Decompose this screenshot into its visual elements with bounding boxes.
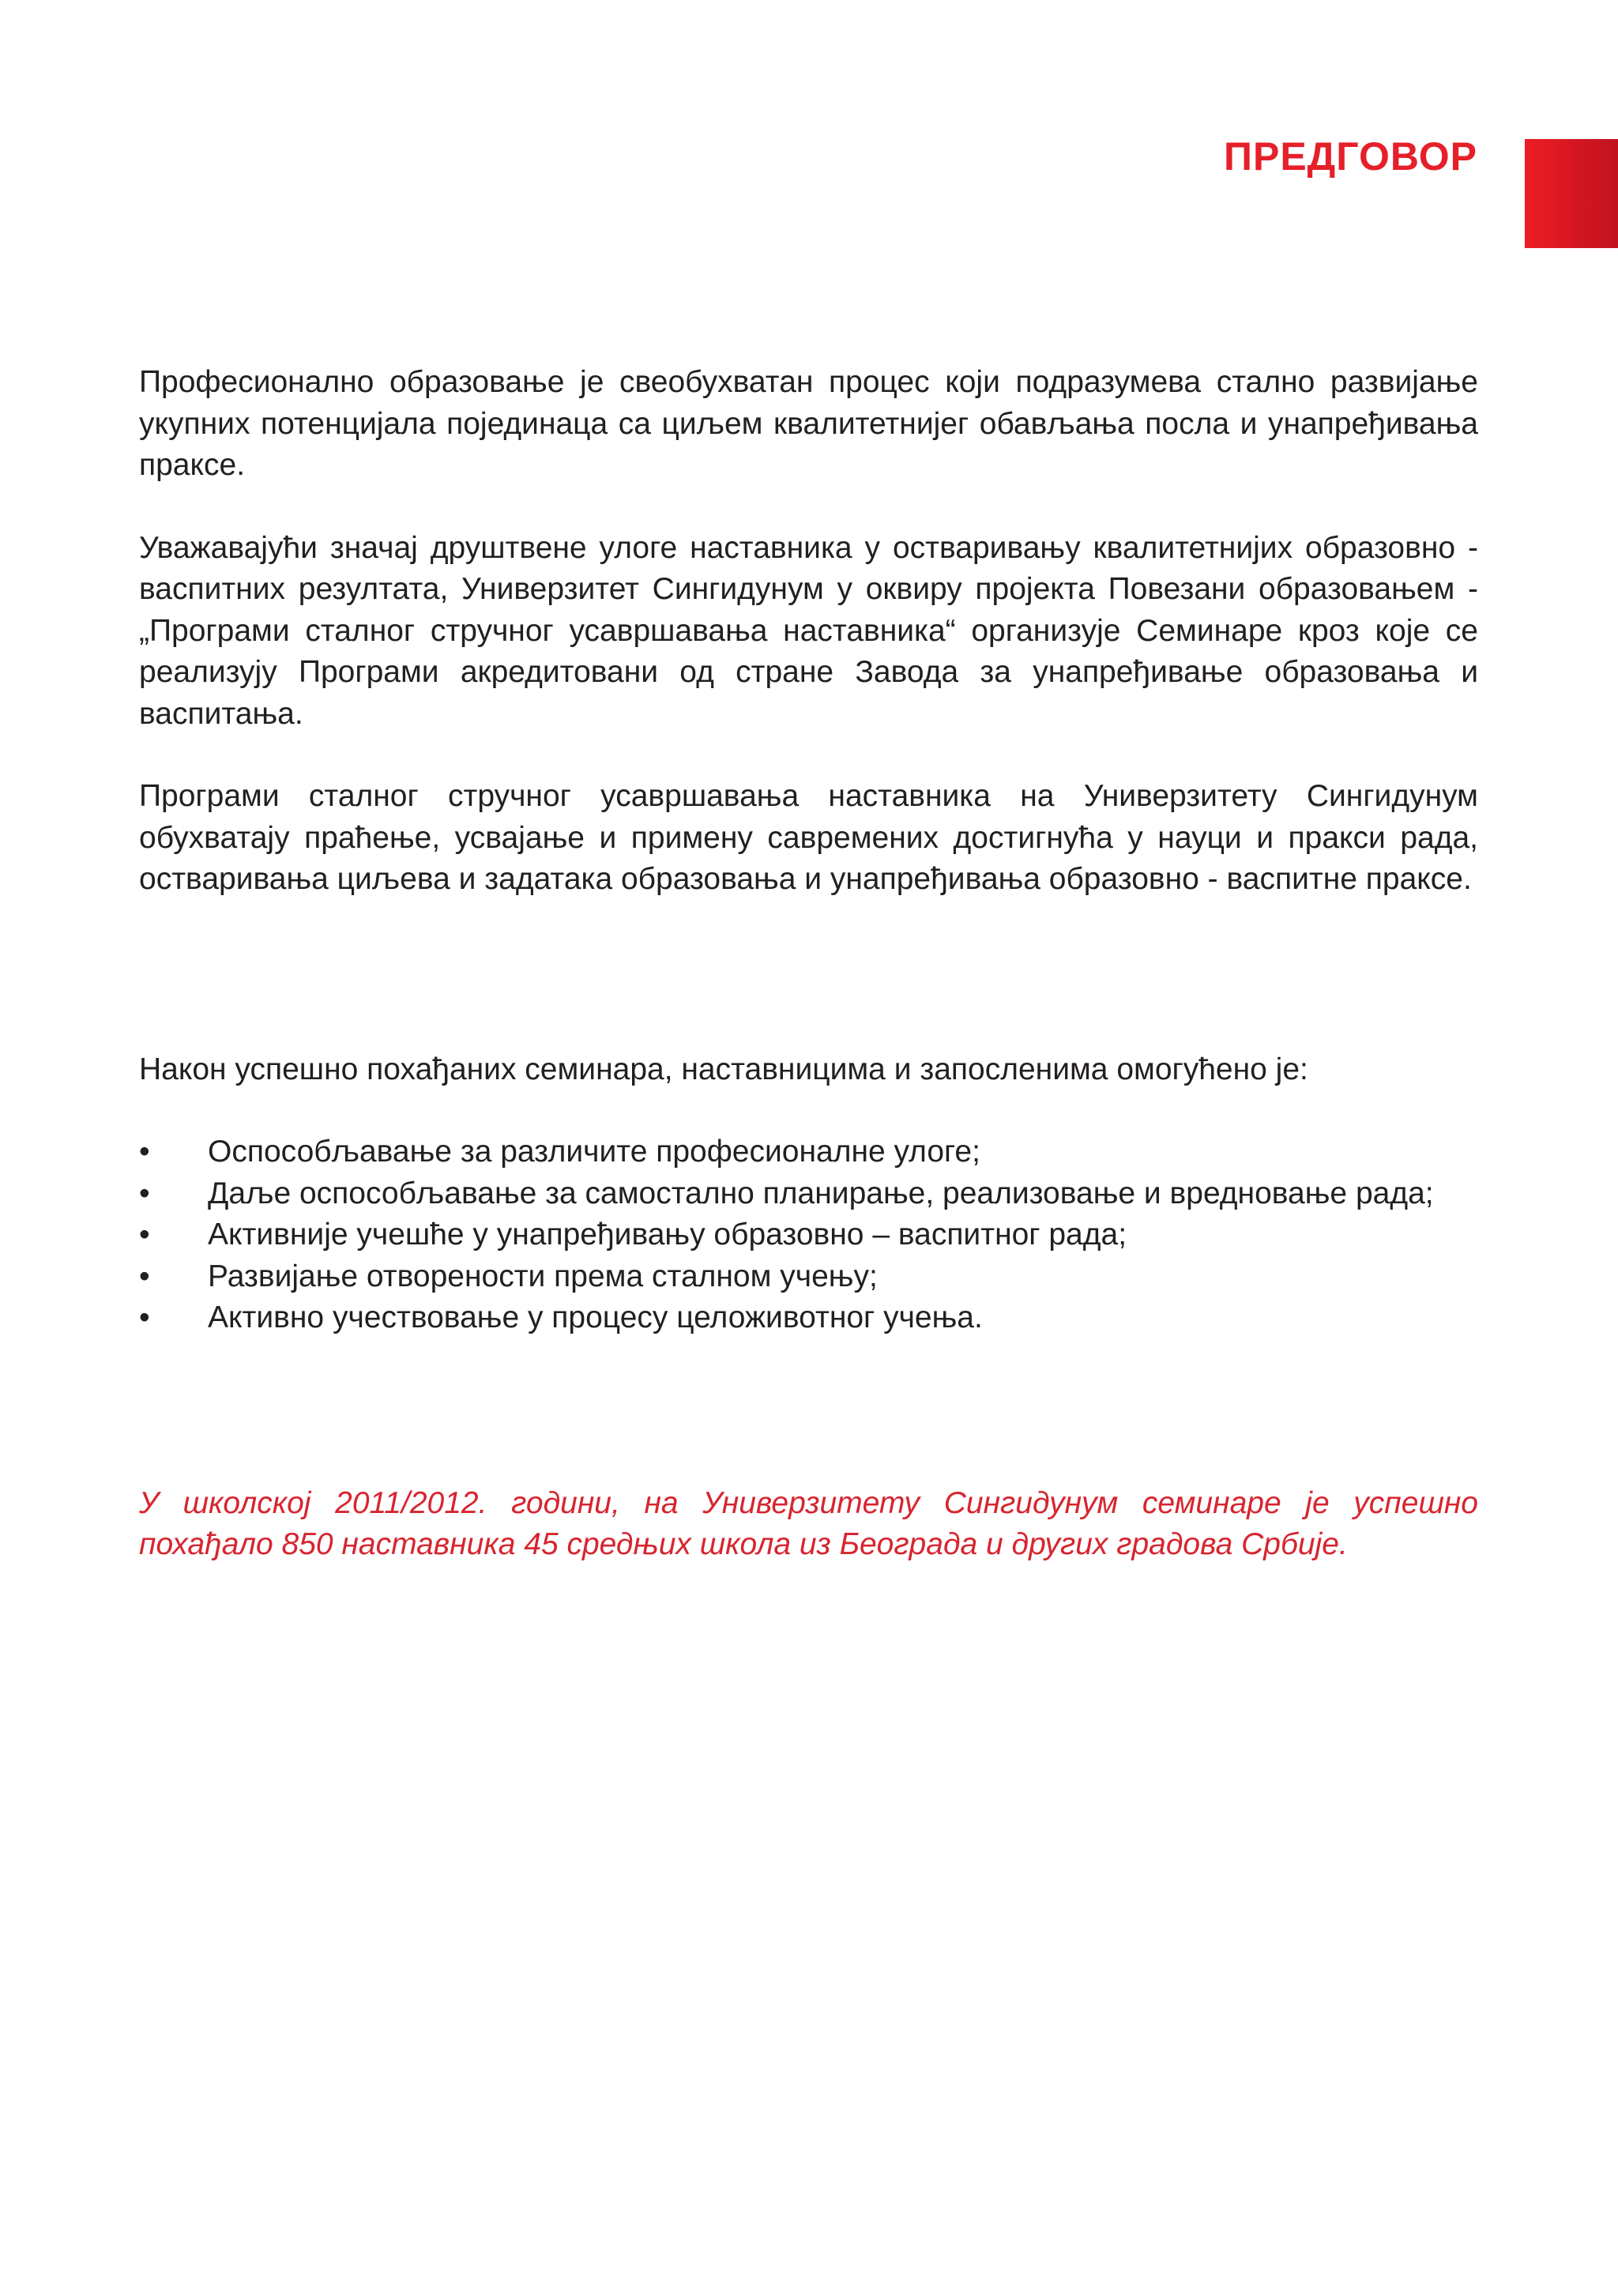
bullet-list <box>139 1131 1478 1339</box>
list-item-text: Активније учешће у унапређивању образовно – васпитног рада; <box>208 1218 1127 1252</box>
list-item-text: Оспособљавање за различите професионалне улоге; <box>208 1135 980 1169</box>
page-title: ПРЕДГОВОР <box>1224 134 1477 179</box>
paragraph-programs: Програми сталног стручног усавршавања наставника на Универзитету Сингидунум обухватају праћење, усвајање и примену савремених достигнућа у науци и пракси рада, остваривања циљева и задатака образовања и унапређивања образовно - васпитне праксе. <box>139 779 1478 896</box>
list-item-text: Развијање отворености према сталном учењу; <box>208 1259 878 1293</box>
list-item-text: Даље оспособљавање за самостално планирање, реализовање и вредновање рада; <box>208 1176 1434 1210</box>
list-item-text: Активно учествовање у процесу целоживотног учења. <box>208 1300 983 1334</box>
list-item <box>139 1214 1478 1256</box>
list-item <box>139 1297 1478 1339</box>
paragraph-intro: Професионално образовање је свеобухватан процес који подразумева стално развијање укупних потенцијала појединаца са циљем квалитетнијег обављања посла и унапређивања праксе. <box>139 365 1478 482</box>
list-item <box>139 1131 1478 1173</box>
bullet-icon: • <box>139 1135 150 1169</box>
list-item <box>139 1173 1478 1215</box>
bullet-icon: • <box>139 1176 150 1210</box>
highlight-statistic: У школској 2011/2012. години, на Универзитету Сингидунум семинаре је успешно похађало 850 наставника 45 средњих школа из Београда и других градова Србије. <box>139 1485 1478 1561</box>
bullet-icon: • <box>139 1259 150 1293</box>
list-item <box>139 1256 1478 1298</box>
paragraph-project: Уважавајући значај друштвене улоге наставника у остваривању квалитетнијих образовно - васпитних резултата, Универзитет Сингидунум у оквиру пројекта Повезани образовањем - „Програми сталног стручног усавршавања наставника“ организује Семинаре кроз које се реализују Програми акредитовани од стране Завода за унапређивање образовања и васпитања. <box>139 530 1478 731</box>
bullet-icon: • <box>139 1300 150 1334</box>
bullet-icon: • <box>139 1218 150 1252</box>
red-tab-block <box>1525 139 1618 248</box>
page-content <box>139 362 1478 1566</box>
bullets-intro: Након успешно похађаних семинара, наставницима и запосленима омогућено је: <box>139 1052 1308 1086</box>
